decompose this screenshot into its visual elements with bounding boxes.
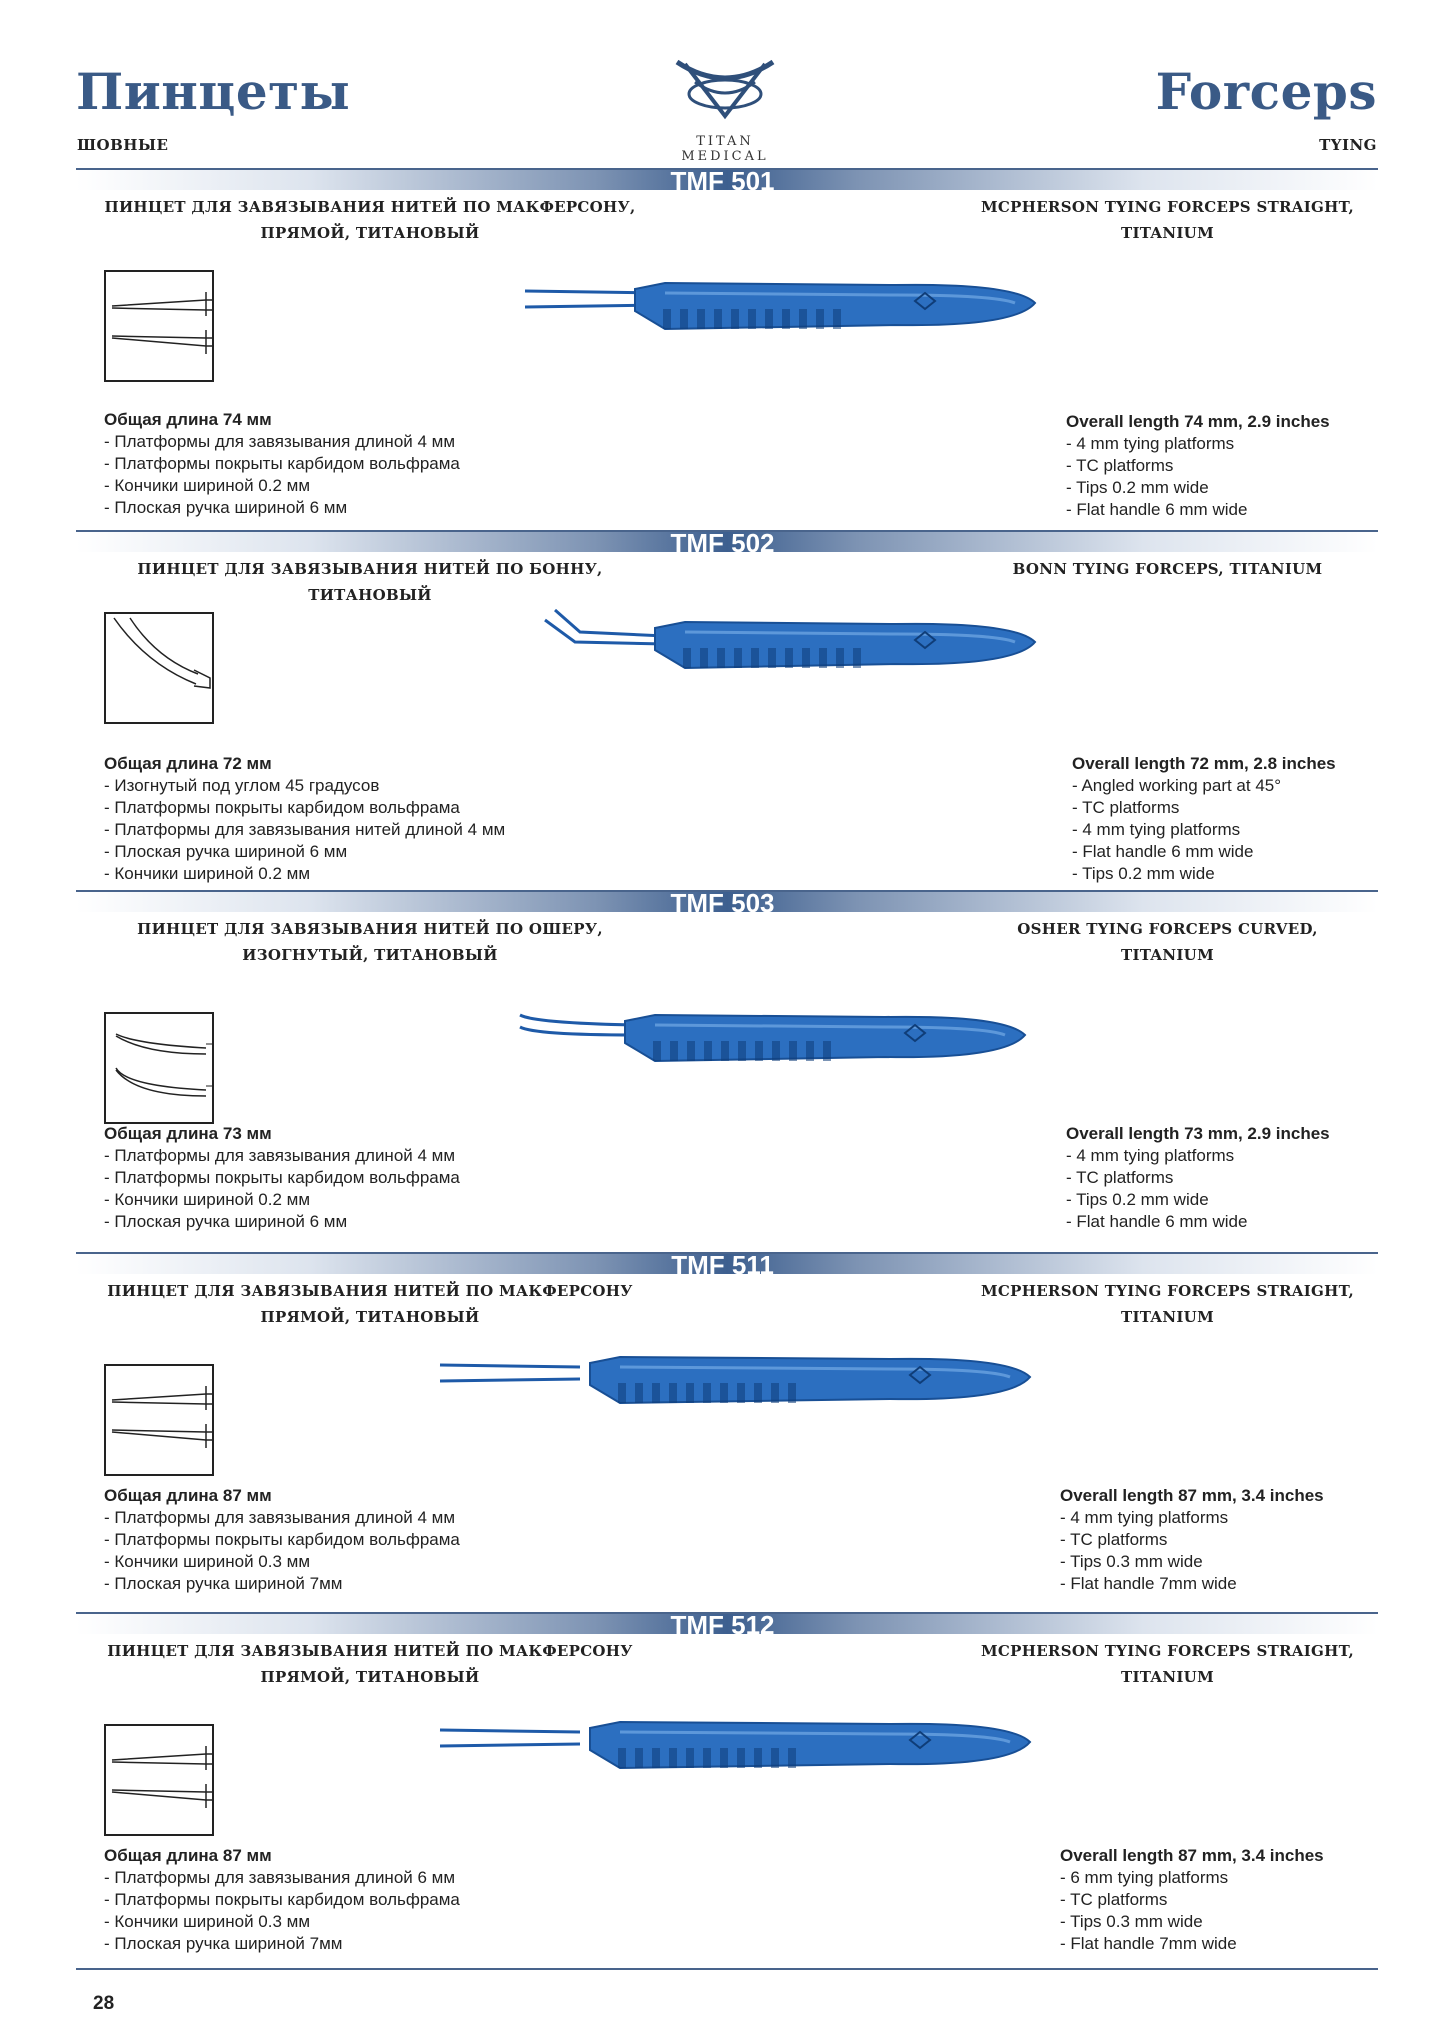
product-title-ru: ПИНЦЕТ ДЛЯ ЗАВЯЗЫВАНИЯ НИТЕЙ ПО ОШЕРУ, ИЗОГНУТЫЙ, ТИТАНОВЫЙ (137, 920, 603, 964)
spec-line-ru: - Плоская ручка шириной 6 мм (104, 498, 348, 517)
spec-line-ru: - Платформы покрыты карбидом вольфрама (104, 1530, 460, 1549)
product-code: TMF 501 (670, 166, 775, 196)
specs-ru (104, 409, 460, 519)
spec-line-en: - Tips 0.2 mm wide (1066, 478, 1209, 497)
spec-line-ru: - Плоская ручка шириной 6 мм (104, 842, 348, 861)
forceps-image (430, 1337, 1050, 1447)
specs-ru (104, 1845, 460, 1955)
straight-tip-schematic-icon (106, 1366, 212, 1474)
spec-line-en: - Angled working part at 45° (1072, 776, 1282, 795)
product-title-ru: ПИНЦЕТ ДЛЯ ЗАВЯЗЫВАНИЯ НИТЕЙ ПО МАКФЕРСОНУ ПРЯМОЙ, ТИТАНОВЫЙ (107, 1282, 633, 1326)
spec-line-ru: - Плоская ручка шириной 7мм (104, 1934, 343, 1953)
spec-line-ru: - Платформы покрыты карбидом вольфрама (104, 798, 460, 817)
product-title-ru: ПИНЦЕТ ДЛЯ ЗАВЯЗЫВАНИЯ НИТЕЙ ПО МАКФЕРСОНУ, ПРЯМОЙ, ТИТАНОВЫЙ (104, 198, 636, 242)
spec-length-en: Overall length 87 mm, 3.4 inches (1060, 1846, 1324, 1865)
tip-schematic (104, 1364, 214, 1476)
spec-line-en: - TC platforms (1060, 1890, 1168, 1909)
spec-length-ru: Общая длина 87 мм (104, 1846, 272, 1865)
spec-line-en: - Flat handle 6 mm wide (1072, 842, 1254, 861)
spec-line-ru: - Платформы для завязывания длиной 6 мм (104, 1868, 456, 1887)
spec-line-en: - Flat handle 7mm wide (1060, 1574, 1237, 1593)
product-section (0, 1612, 1445, 1972)
forceps-image (430, 1702, 1050, 1812)
product-code: TMF 512 (670, 1610, 775, 1640)
footer-divider (76, 1968, 1378, 1970)
tip-schematic (104, 1012, 214, 1124)
specs-en (1066, 1123, 1330, 1233)
forceps-image (515, 263, 1055, 373)
spec-line-ru: - Кончики шириной 0.2 мм (104, 1190, 311, 1209)
spec-line-ru: - Плоская ручка шириной 6 мм (104, 1212, 348, 1231)
angled-tip-schematic-icon (106, 614, 212, 722)
spec-line-en: - Flat handle 6 mm wide (1066, 1212, 1248, 1231)
spec-line-en: - TC platforms (1060, 1530, 1168, 1549)
spec-line-ru: - Платформы для завязывания длиной 4 мм (104, 432, 456, 451)
tip-schematic (104, 1724, 214, 1836)
spec-line-ru: - Изогнутый под углом 45 градусов (104, 776, 380, 795)
product-section (0, 890, 1445, 1250)
page-number: 28 (93, 1993, 115, 2014)
logo-emblem-icon (655, 54, 795, 129)
product-title-ru: ПИНЦЕТ ДЛЯ ЗАВЯЗЫВАНИЯ НИТЕЙ ПО МАКФЕРСОНУ ПРЯМОЙ, ТИТАНОВЫЙ (107, 1642, 633, 1686)
specs-en (1060, 1485, 1324, 1595)
spec-line-en: - Flat handle 7mm wide (1060, 1934, 1237, 1953)
product-title-en: MCPHERSON TYING FORCEPS STRAIGHT, TITANIUM (981, 198, 1354, 242)
spec-line-ru: - Платформы покрыты карбидом вольфрама (104, 1890, 460, 1909)
page-title-ru: Пинцеты (76, 62, 351, 121)
spec-line-ru: - Кончики шириной 0.2 мм (104, 476, 311, 495)
spec-line-ru: - Платформы для завязывания длиной 4 мм (104, 1508, 456, 1527)
spec-length-ru: Общая длина 72 мм (104, 754, 272, 773)
spec-line-en: - 4 mm tying platforms (1072, 820, 1241, 839)
spec-line-en: - TC platforms (1072, 798, 1180, 817)
spec-line-en: - Flat handle 6 mm wide (1066, 500, 1248, 519)
spec-line-en: - Tips 0.3 mm wide (1060, 1912, 1203, 1931)
spec-line-ru: - Кончики шириной 0.2 мм (104, 864, 311, 883)
spec-line-ru: - Платформы покрыты карбидом вольфрама (104, 454, 460, 473)
spec-line-en: - TC platforms (1066, 456, 1174, 475)
spec-line-en: - 4 mm tying platforms (1066, 1146, 1235, 1165)
product-title-en: MCPHERSON TYING FORCEPS STRAIGHT, TITANIUM (981, 1642, 1354, 1686)
spec-line-ru: - Кончики шириной 0.3 мм (104, 1552, 311, 1571)
tip-schematic (104, 270, 214, 382)
product-code: TMF 503 (670, 888, 775, 918)
product-title-en: OSHER TYING FORCEPS CURVED, TITANIUM (1017, 920, 1318, 964)
curved-tip-schematic-icon (106, 1014, 212, 1122)
spec-line-en: - Tips 0.2 mm wide (1072, 864, 1215, 883)
product-section (0, 168, 1445, 528)
straight-tip-schematic-icon (106, 272, 212, 380)
product-code: TMF 502 (670, 528, 775, 558)
specs-ru (104, 1485, 460, 1595)
product-code: TMF 511 (671, 1250, 774, 1280)
spec-line-ru: - Платформы для завязывания нитей длиной 4 мм (104, 820, 506, 839)
spec-line-ru: - Платформы для завязывания длиной 4 мм (104, 1146, 456, 1165)
specs-en (1066, 411, 1330, 521)
forceps-image (535, 602, 1055, 712)
spec-line-en: - Tips 0.2 mm wide (1066, 1190, 1209, 1209)
spec-line-ru: - Платформы покрыты карбидом вольфрама (104, 1168, 460, 1187)
logo-text-line2: MEDICAL (681, 149, 769, 164)
spec-line-en: - Tips 0.3 mm wide (1060, 1552, 1203, 1571)
product-title-en: BONN TYING FORCEPS, TITANIUM (1012, 560, 1323, 578)
titan-medical-logo (655, 54, 795, 164)
spec-line-en: - 4 mm tying platforms (1060, 1508, 1229, 1527)
spec-line-ru: - Плоская ручка шириной 7мм (104, 1574, 343, 1593)
spec-line-en: - 6 mm tying platforms (1060, 1868, 1229, 1887)
tip-schematic (104, 612, 214, 724)
straight-tip-schematic-icon (106, 1726, 212, 1834)
spec-length-en: Overall length 87 mm, 3.4 inches (1060, 1486, 1324, 1505)
spec-line-en: - 4 mm tying platforms (1066, 434, 1235, 453)
spec-line-en: - TC platforms (1066, 1168, 1174, 1187)
specs-ru (104, 1123, 460, 1233)
spec-length-en: Overall length 73 mm, 2.9 inches (1066, 1124, 1330, 1143)
spec-length-ru: Общая длина 87 мм (104, 1486, 272, 1505)
product-section (0, 530, 1445, 890)
logo-text-line1: TITAN (696, 134, 754, 149)
product-title-ru: ПИНЦЕТ ДЛЯ ЗАВЯЗЫВАНИЯ НИТЕЙ ПО БОННУ, ТИТАНОВЫЙ (137, 560, 603, 604)
page-subtitle-ru: ШОВНЫЕ (77, 136, 169, 154)
spec-line-ru: - Кончики шириной 0.3 мм (104, 1912, 311, 1931)
page-subtitle-en: TYING (1319, 136, 1377, 154)
spec-length-en: Overall length 74 mm, 2.9 inches (1066, 412, 1330, 431)
product-title-en: MCPHERSON TYING FORCEPS STRAIGHT, TITANIUM (981, 1282, 1354, 1326)
page-title-en: Forceps (1155, 62, 1377, 121)
specs-en (1060, 1845, 1324, 1955)
product-section (0, 1252, 1445, 1612)
spec-length-en: Overall length 72 mm, 2.8 inches (1072, 754, 1336, 773)
spec-length-ru: Общая длина 73 мм (104, 1124, 272, 1143)
forceps-image (505, 995, 1045, 1105)
specs-ru (104, 753, 505, 885)
spec-length-ru: Общая длина 74 мм (104, 410, 272, 429)
specs-en (1072, 753, 1336, 885)
